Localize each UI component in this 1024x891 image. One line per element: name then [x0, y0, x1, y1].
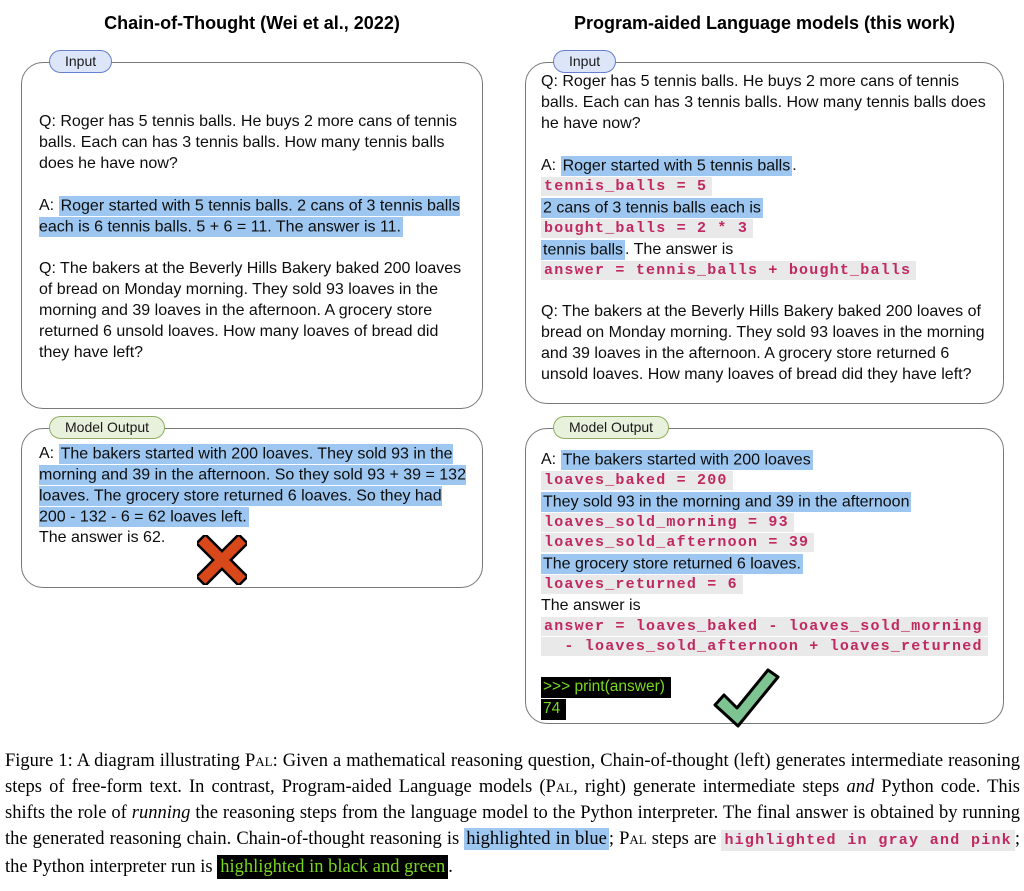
paragraph	[541, 449, 991, 656]
code-text-segment: answer = tennis_balls + bought_balls	[541, 261, 916, 280]
term-text-segment: highlighted in black and green	[217, 855, 448, 879]
paragraph	[39, 527, 470, 548]
plain-text-segment: . The answer is	[625, 241, 734, 258]
left-output-label: Model Output	[49, 416, 165, 439]
plain-text-segment: ;	[608, 829, 620, 849]
blue-text-segment: The grocery store returned 6 loaves.	[543, 555, 801, 572]
plain-text-segment: steps are	[646, 829, 722, 849]
left-input-panel	[21, 53, 483, 409]
plain-text-segment: Python code. This shifts the role of	[5, 777, 1020, 823]
left-output-text	[22, 429, 482, 548]
right-input-panel	[525, 53, 1004, 404]
plain-text-segment: A:	[39, 445, 59, 462]
blue-text-segment: The bakers started with 200 loaves	[562, 451, 811, 468]
plain-text-segment: Q: The bakers at the Beverly Hills Bakery baked 200 loaves of bread on Monday morning. They sold 93 loaves in the morning and 39 loaves in the afternoon. A grocery store returned 6 unsold loaves. How many loaves of bread did they have left?	[39, 260, 462, 361]
plain-text-segment: .	[792, 157, 797, 174]
plain-text-segment: Figure 1: A diagram illustrating	[5, 751, 245, 771]
paragraph	[541, 301, 991, 385]
plain-text-segment: the reasoning steps from the language model to the Python interpreter. The final answer is obtained by running the generated reasoning chain. Chain-of-thought reasoning is	[5, 803, 1020, 849]
figure-caption	[5, 748, 1020, 880]
right-input-label: Input	[553, 50, 616, 73]
paragraph	[39, 258, 470, 363]
italic-text-segment: running	[131, 803, 191, 823]
blue-text-segment: 2 cans of 3 tennis balls each is	[543, 199, 761, 216]
plain-text-segment: Q: Roger has 5 tennis balls. He buys 2 more cans of tennis balls. Each can has 3 tennis balls. How many tennis balls does he have now?	[541, 73, 986, 132]
plain-text-segment: A:	[39, 197, 59, 214]
term-text-segment: 74	[541, 699, 566, 720]
blue-text-segment: Roger started with 5 tennis balls. 2 cans of 3 tennis balls each is 6 tennis balls. 5 + 6 = 11. The answer is 11.	[39, 197, 460, 235]
sc-text-segment: Pal	[619, 829, 647, 849]
paragraph	[39, 195, 470, 237]
code-text-segment: tennis_balls = 5	[541, 177, 712, 196]
blue-text-segment: They sold 93 in the morning and 39 in the afternoon	[543, 493, 910, 510]
left-input-label: Input	[49, 50, 112, 73]
cross-icon	[197, 535, 247, 585]
check-icon	[711, 667, 781, 731]
code-text-segment: loaves_baked = 200	[541, 471, 733, 490]
code-text-segment: answer = loaves_baked - loaves_sold_morning	[541, 617, 988, 636]
blue-text-segment: Roger started with 5 tennis balls	[562, 157, 791, 174]
term-text-segment: >>> print(answer)	[541, 677, 671, 698]
plain-text-segment: The answer is	[541, 597, 641, 614]
code-text-segment: loaves_returned = 6	[541, 575, 743, 594]
plain-text-segment: The answer is 62.	[39, 529, 166, 546]
plain-text-segment: A:	[541, 157, 561, 174]
plain-text-segment: A:	[541, 451, 561, 468]
sc-text-segment: Pal	[545, 777, 574, 797]
right-output-label: Model Output	[553, 416, 669, 439]
blue-text-segment: The bakers started with 200 loaves. They sold 93 in the morning and 39 in the afternoon. So they sold 93 + 39 = 132 loaves. The grocery store returned 6 loaves. So they had 200 - 132 - 6 = 62 loaves left.	[39, 445, 466, 525]
plain-text-segment: , right) generate intermediate steps	[573, 777, 847, 797]
paragraph	[541, 71, 991, 134]
code-text-segment: loaves_sold_morning = 93	[541, 513, 794, 532]
italic-text-segment: and	[846, 777, 875, 797]
paragraph	[39, 111, 470, 174]
blue-text-segment: highlighted in blue	[466, 829, 607, 849]
left-column-title: Chain-of-Thought (Wei et al., 2022)	[104, 13, 400, 33]
right-input-text	[526, 63, 1003, 385]
paragraph	[39, 443, 470, 527]
code-text-segment: loaves_sold_afternoon = 39	[541, 533, 814, 552]
code-text-segment: - loaves_sold_afternoon + loaves_returned	[541, 637, 988, 656]
right-output-panel	[525, 419, 1004, 724]
plain-text-segment: Q: The bakers at the Beverly Hills Bakery baked 200 loaves of bread on Monday morning. They sold 93 loaves in the morning and 39 loaves in the afternoon. A grocery store returned 6 unsold loaves. How many loaves of bread did they have left?	[541, 303, 985, 383]
plain-text-segment: : Given a mathematical reasoning question, Chain-of-thought (left) generates intermediate reasoning steps of free-form text. In contrast, Program-aided Language models (	[5, 751, 1020, 797]
blue-text-segment: tennis balls	[543, 241, 624, 258]
left-input-text	[22, 63, 482, 363]
plain-text-segment: Q: Roger has 5 tennis balls. He buys 2 more cans of tennis balls. Each can has 3 tennis balls. How many tennis balls does he have now?	[39, 113, 457, 172]
paragraph	[541, 155, 991, 280]
code-text-segment: bought_balls = 2 * 3	[541, 219, 753, 238]
code-text-segment: highlighted in gray and pink	[721, 830, 1014, 851]
plain-text-segment: .	[448, 857, 453, 877]
sc-text-segment: Pal	[244, 751, 273, 771]
paragraph	[5, 748, 1020, 880]
right-column-title: Program-aided Language models (this work)	[573, 13, 956, 33]
left-output-panel	[21, 419, 483, 588]
plain-text-segment: ; the Python interpreter run is	[5, 829, 1020, 877]
